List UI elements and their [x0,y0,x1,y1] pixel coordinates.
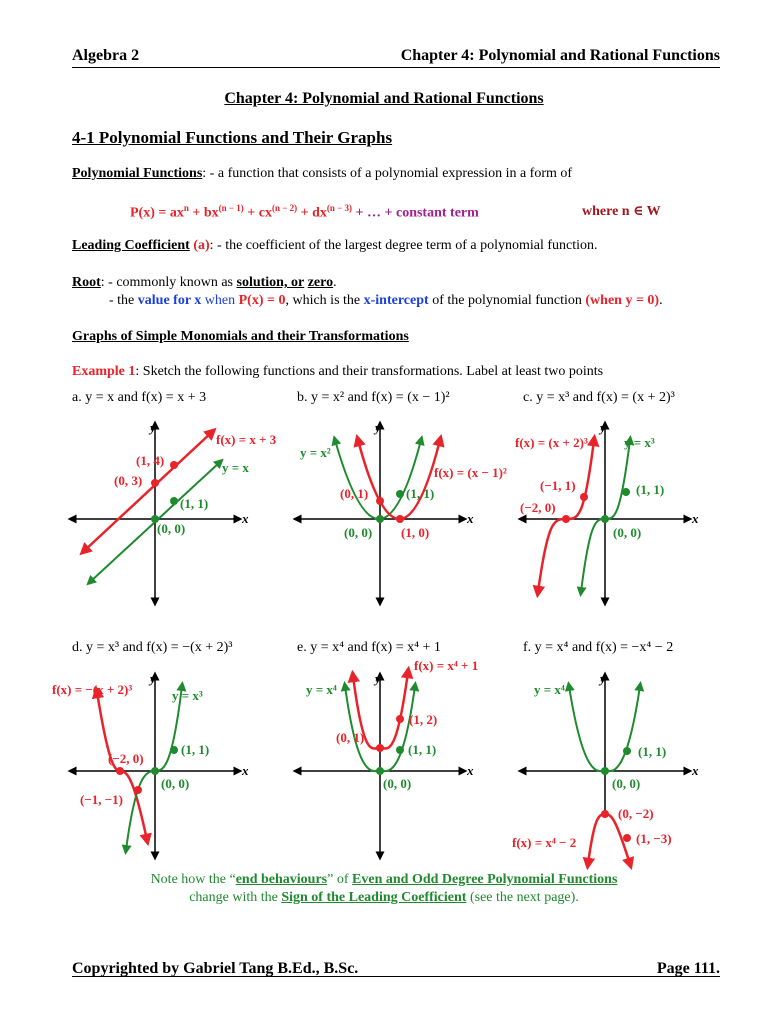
graph-e-point [396,746,404,754]
graph-a-y-label: y [150,420,156,435]
graphs-heading: Graphs of Simple Monomials and their Transformations [72,329,409,344]
root-when: when [201,293,239,308]
graph-d-f-curve [97,692,147,840]
graph-c-label-point: (−2, 0) [520,500,556,515]
graph-c-point [622,488,630,496]
caption-d: d. y = x³ and f(x) = −(x + 2)³ [72,640,233,655]
exp-n2: (n − 2) [271,203,298,213]
graph-a-x-label: x [242,511,249,526]
graph-e-point [376,744,384,752]
graph-f-point [601,810,609,818]
graph-f-point [623,834,631,842]
formula-bx: + bx [192,205,219,221]
formula-where: where n ∈ W [582,204,661,219]
graph-f-point [601,767,609,775]
leading-coefficient-text: : - the coefficient of the largest degree term of a polynomial function. [209,238,598,253]
leading-coefficient-symbol: (a) [193,238,210,253]
graph-f-y-label-fn: y = x⁴ [534,682,565,697]
graph-f-label-point: (0, −2) [618,806,654,821]
root-period: . [333,275,337,290]
root-when-y0: (when y = 0) [585,293,660,308]
graph-f-label-point: (0, 0) [612,776,641,791]
formula-dx: + dx [300,205,327,221]
graph-e-label-point: (0, 0) [383,776,412,791]
note-sign: Sign of the Leading Coefficient [281,890,467,905]
graph-a-label-point: (1, 1) [180,496,209,511]
note-line1 [0,872,768,888]
graph-e-label-point: (1, 1) [408,742,437,757]
graph-f-point [623,747,631,755]
note-text-d: (see the next page). [466,890,579,905]
graph-e-f-label: f(x) = x⁴ + 1 [414,658,479,673]
graph-b-point [396,515,404,523]
caption-b: b. y = x² and f(x) = (x − 1)² [297,390,450,405]
graph-a-point [170,497,178,505]
graph-f-f-label: f(x) = x⁴ − 2 [512,835,577,850]
graph-d-label-point: (−2, 0) [108,751,144,766]
leading-coefficient-term: Leading Coefficient [72,238,190,253]
exp-n3: (n − 3) [326,203,353,213]
graph-d-f-label: f(x) = −(x + 2)³ [52,682,133,697]
graph-b-x-label: x [467,511,474,526]
graph-d-label-point: (−1, −1) [80,792,123,807]
graph-b-label-point: (1, 1) [406,486,435,501]
graph-f-label-point: (1, 1) [638,744,667,759]
page-title: Chapter 4: Polynomial and Rational Functions [224,90,544,107]
graph-c-label-point: (−1, 1) [540,478,576,493]
footer-left: Copyrighted by Gabriel Tang B.Ed., B.Sc. [72,960,359,977]
example-text: : Sketch the following functions and their transformations. Label at least two points [135,364,604,379]
graph-c-f-label: f(x) = (x + 2)³ [515,435,588,450]
graph-b-f-label: f(x) = (x − 1)² [434,465,507,480]
graph-d-y-label-fn: y = x³ [172,688,203,703]
graph-a-label-point: (0, 3) [114,473,143,488]
formula-cx: + cx [247,205,272,221]
graph-b-point [376,497,384,505]
graph-e-x-label: x [467,763,474,778]
graph-a [72,420,277,602]
exp-n1: (n − 1) [218,203,244,213]
graph-f-x-label: x [692,763,699,778]
graph-d-point [151,767,159,775]
formula-ax: P(x) = ax [130,205,184,221]
graph-c-label-point: (0, 0) [613,525,642,540]
caption-e: e. y = x⁴ and f(x) = x⁴ + 1 [297,640,441,655]
graph-d-label-point: (1, 1) [181,742,210,757]
graph-c-y-label-fn: y = x³ [624,435,655,450]
note-text-b: ” of [327,872,353,887]
graph-e-label-point: (1, 2) [409,712,438,727]
root-zero: zero [307,275,334,290]
graph-d-point [134,786,142,794]
graph-e-point [396,715,404,723]
root-which: , which is the [285,293,364,308]
graph-c-y-label: y [600,420,606,435]
root-term: Root [72,275,101,290]
graph-a-y-label-fn: y = x [222,460,249,475]
graph-d-label-point: (0, 0) [161,776,190,791]
graph-b-y-label-fn: y = x² [300,445,331,460]
graph-a-label-point: (1, 4) [136,453,165,468]
graph-d [52,671,249,856]
graph-e-y-label: y [375,671,381,686]
graph-c-point [580,493,588,501]
graph-e-y-label-fn: y = x⁴ [306,682,337,697]
formula-tail: + … + constant term [355,205,479,221]
note-line2 [0,890,768,906]
graph-a-point [151,479,159,487]
graph-d-x-label: x [242,763,249,778]
graph-f-y-label: y [600,671,606,686]
polynomial-term: Polynomial Functions [72,166,203,181]
root-of-the: of the polynomial function [428,293,586,308]
graph-e-point [376,767,384,775]
root-value-for-x: value for x [137,293,202,308]
section-heading: 4-1 Polynomial Functions and Their Graphs [72,128,393,147]
graph-c-point [562,515,570,523]
root-px0: P(x) = 0 [238,293,286,308]
graph-c-x-label: x [692,511,699,526]
root-text-a: : - commonly known as [100,275,237,290]
root-period2: . [659,293,663,308]
graph-b-point [376,515,384,523]
graph-d-point [116,767,124,775]
graph-b-point [396,490,404,498]
caption-c: c. y = x³ and f(x) = (x + 2)³ [523,390,675,405]
graph-a-label-point: (0, 0) [157,521,186,536]
root-solution: solution, or [236,275,305,290]
header-right: Chapter 4: Polynomial and Rational Functions [400,47,720,64]
note-end-behaviours: end behaviours [235,872,328,887]
graph-b-label-point: (0, 1) [340,486,369,501]
polynomial-definition-text: : - a function that consists of a polynomial expression in a form of [202,166,573,181]
graph-e-label-point: (0, 1) [336,730,365,745]
graph-c [515,420,699,602]
graph-b-y-label: y [375,420,381,435]
graph-b-label-point: (0, 0) [344,525,373,540]
caption-f: f. y = x⁴ and f(x) = −x⁴ − 2 [523,640,674,655]
caption-a: a. y = x and f(x) = x + 3 [72,390,207,405]
example-label: Example 1 [72,364,136,379]
graph-f-label-point: (1, −3) [636,831,672,846]
graph-f [512,671,699,864]
header-left: Algebra 2 [72,47,140,64]
graph-c-point [601,515,609,523]
graph-e [297,658,478,856]
graph-d-y-label: y [150,671,156,686]
graph-c-label-point: (1, 1) [636,482,665,497]
graph-d-point [170,746,178,754]
exp-n: n [183,203,189,213]
root-x-intercept: x-intercept [363,293,429,308]
graph-a-f-line [84,432,212,551]
graph-a-f-label: f(x) = x + 3 [216,432,277,447]
footer-right: Page 111. [656,960,720,977]
note-even-odd: Even and Odd Degree Polynomial Functions [352,872,618,887]
root-line2-a: - the [109,293,138,308]
note-text-c: change with the [189,890,282,905]
graph-b [297,420,507,602]
graph-b-f-curve [358,440,440,519]
graph-a-point [170,461,178,469]
note-text-a: Note how the “ [150,872,236,887]
graph-b-y-curve [335,440,421,519]
graph-b-label-point: (1, 0) [401,525,430,540]
